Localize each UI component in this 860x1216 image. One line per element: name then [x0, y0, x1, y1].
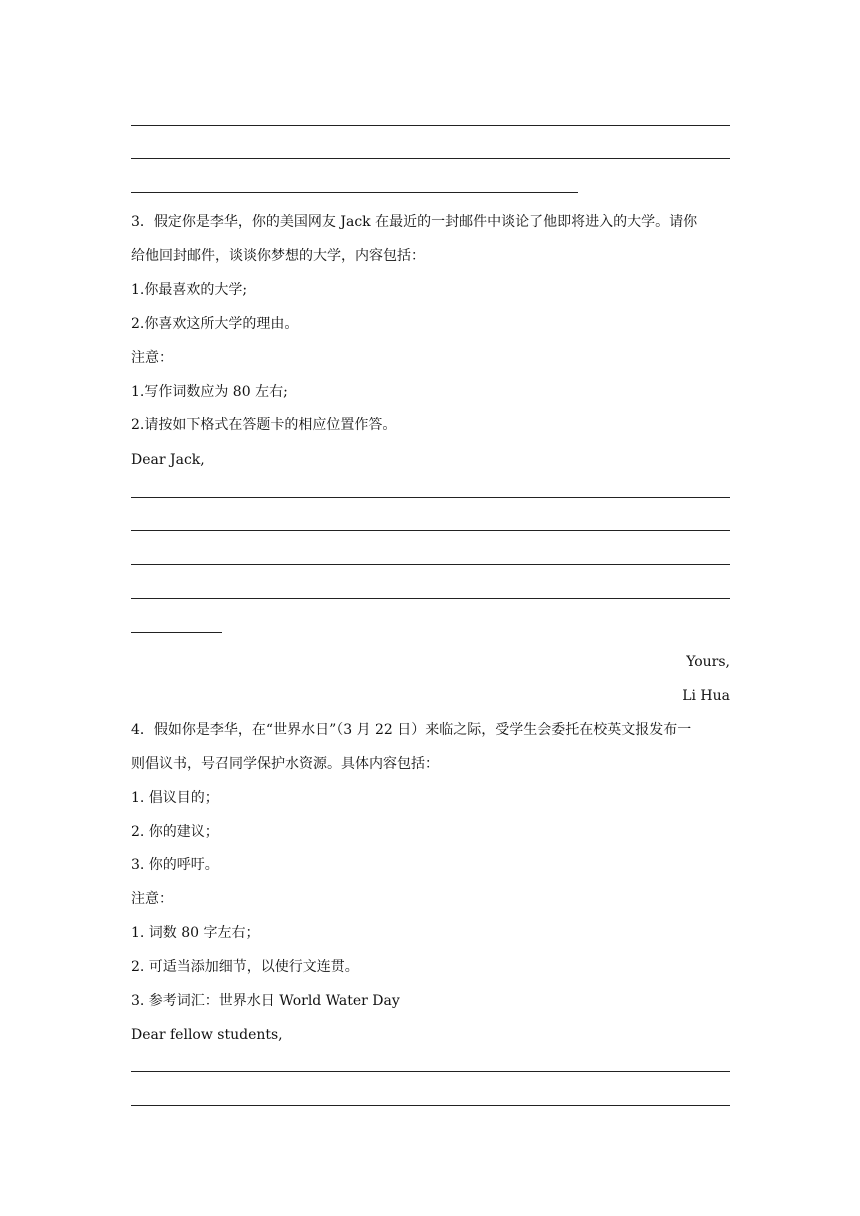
- answer-line: [131, 1071, 730, 1072]
- answer-line: [131, 564, 730, 565]
- answer-line-short: [131, 192, 578, 193]
- q3-signature: Li Hua: [682, 688, 730, 704]
- answer-line: [131, 598, 730, 599]
- q3-closing: Yours,: [686, 654, 730, 670]
- q3-content-item-2: 2.你喜欢这所大学的理由。: [131, 316, 299, 332]
- q4-note-1: 1. 词数 80 字左右；: [131, 925, 260, 941]
- answer-line: [131, 158, 730, 159]
- q3-content-item-1: 1.你最喜欢的大学;: [131, 282, 248, 298]
- answer-line: [131, 530, 730, 531]
- q3-greeting: Dear Jack,: [131, 452, 205, 468]
- q3-note-2: 2.请按如下格式在答题卡的相应位置作答。: [131, 417, 397, 433]
- q3-prompt-line-2: 给他回封邮件，谈谈你梦想的大学，内容包括：: [131, 248, 425, 264]
- q4-content-item-3: 3. 你的呼吁。: [131, 857, 219, 873]
- answer-line: [131, 497, 730, 498]
- answer-line: [131, 1105, 730, 1106]
- q3-note-label: 注意：: [131, 350, 173, 366]
- q4-prompt-line-1: 4．假如你是李华，在“世界水日”（3 月 22 日）来临之际，受学生会委托在校英文报发布一: [131, 722, 692, 738]
- q3-note-1: 1.写作词数应为 80 左右;: [131, 384, 288, 400]
- answer-line: [131, 125, 730, 126]
- q4-content-item-1: 1. 倡议目的；: [131, 790, 219, 806]
- q4-note-2: 2. 可适当添加细节，以使行文连贯。: [131, 959, 359, 975]
- q4-content-item-2: 2. 你的建议；: [131, 824, 219, 840]
- q4-prompt-line-2: 则倡议书，号召同学保护水资源。具体内容包括：: [131, 756, 439, 772]
- q4-note-label: 注意：: [131, 891, 173, 907]
- q3-prompt-line-1: 3．假定你是李华，你的美国网友 Jack 在最近的一封邮件中谈论了他即将进入的大学。请你: [131, 214, 698, 230]
- q4-greeting: Dear fellow students,: [131, 1027, 283, 1043]
- answer-line-short: [131, 632, 222, 633]
- q4-note-3: 3. 参考词汇：世界水日 World Water Day: [131, 993, 400, 1009]
